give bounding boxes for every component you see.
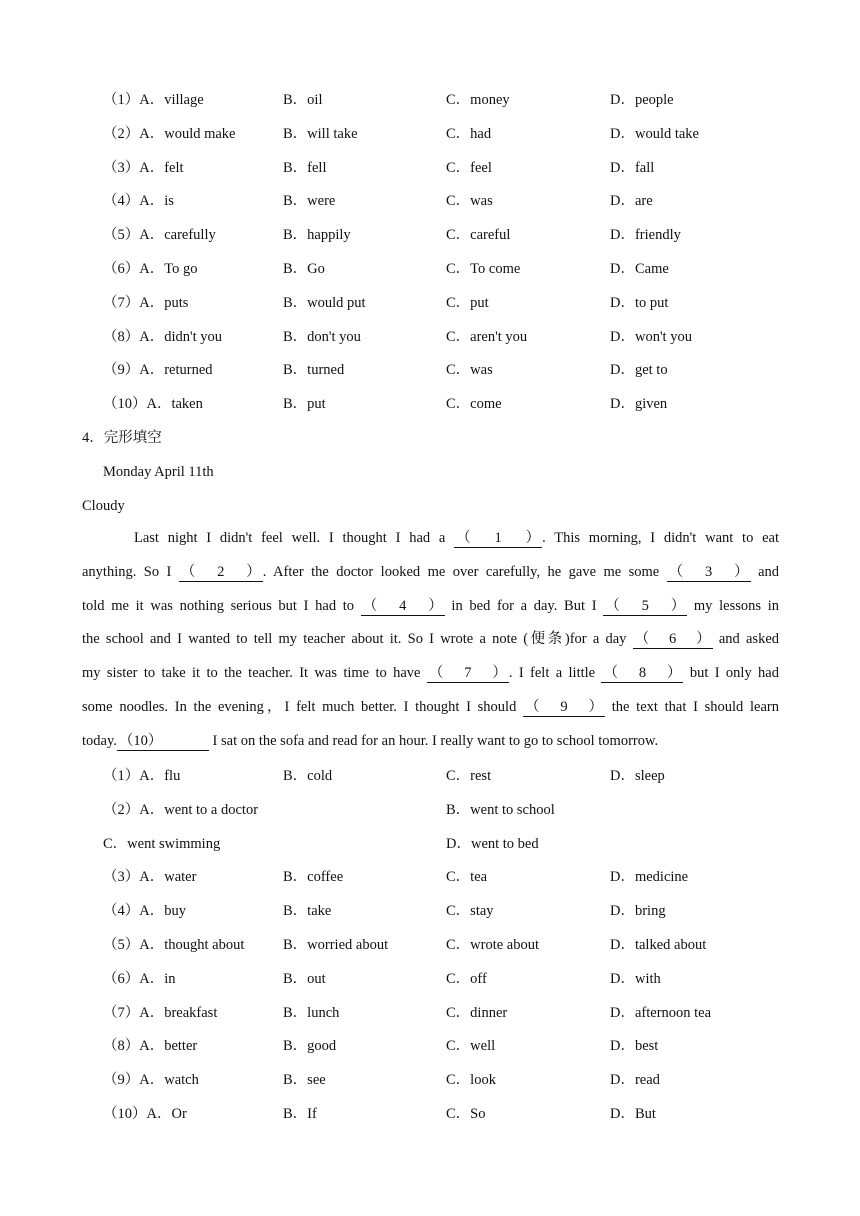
option-b: B．take — [283, 903, 332, 919]
option-b: B．good — [283, 1038, 337, 1054]
blank-6: （6） — [634, 631, 711, 648]
option-b: B．will take — [283, 126, 358, 142]
diary-weather: Cloudy — [82, 498, 125, 514]
option-label: （3）A．felt — [103, 160, 184, 176]
option-b: B．oil — [283, 92, 323, 108]
option-label: （5）A．thought about — [103, 937, 245, 953]
option-b: B．would put — [283, 295, 366, 311]
option-c: C．To come — [446, 261, 521, 277]
option-label: （8）A．better — [103, 1038, 198, 1054]
option-d: D．bring — [610, 903, 666, 919]
blank-5: （5） — [605, 597, 686, 614]
option-b: B．happily — [283, 227, 351, 243]
option-d: D．afternoon tea — [610, 1005, 712, 1021]
option-d: D．would take — [610, 126, 699, 142]
option-c: C．well — [446, 1038, 496, 1054]
option-c: C．feel — [446, 160, 492, 176]
option-label: （10）A．taken — [103, 396, 203, 412]
option-c: C．was — [446, 193, 493, 209]
option-b: B．lunch — [283, 1005, 340, 1021]
option-label: （2）A．would make — [103, 126, 236, 142]
option-c: C．come — [446, 396, 502, 412]
blank-3: （3） — [668, 563, 749, 580]
question-title: 4．完形填空 — [82, 430, 162, 446]
option-label: （4）A．buy — [103, 903, 186, 919]
passage-line: anything. So I （2） . After the doctor looked me over carefully, he gave me some （3） and — [82, 563, 780, 580]
passage-line: told me it was nothing serious but I had to （4） in bed for a day. But I （5） my lessons in — [82, 597, 779, 614]
option-d: D．fall — [610, 160, 655, 176]
option-label: （3）A．water — [103, 869, 197, 885]
option-b: B．worried about — [283, 937, 389, 953]
option-b: B．fell — [283, 160, 327, 176]
option-c: C．tea — [446, 869, 488, 885]
option-b: B．put — [283, 396, 326, 412]
option-label: （8）A．didn't you — [103, 329, 223, 345]
blank-10: （10） — [117, 732, 209, 751]
option-b: B．coffee — [283, 869, 344, 885]
option-d: D．won't you — [610, 329, 692, 345]
option-d: D．friendly — [610, 227, 681, 243]
option-label: （1）A．village — [103, 92, 204, 108]
option-d: D．Came — [610, 261, 669, 277]
option-c: C．aren't you — [446, 329, 528, 345]
option-label: （7）A．breakfast — [103, 1005, 218, 1021]
option-c: C．careful — [446, 227, 511, 243]
option-d: D．sleep — [610, 768, 665, 784]
blank-7: （7） — [428, 665, 507, 682]
option-label: （5）A．carefully — [103, 227, 216, 243]
option-d: D．read — [610, 1072, 660, 1088]
passage-line: some noodles. In the evening，I felt much better. I thought I should （9） the text that I should learn — [82, 698, 779, 715]
blank-4: （4） — [362, 597, 443, 614]
option-d: D．went to bed — [446, 836, 539, 852]
passage-line: the school and I wanted to tell my teacher about it. So I wrote a note (便条)for a day （6） and asked — [82, 631, 780, 648]
cloze-passage — [82, 522, 779, 759]
option-c: C．put — [446, 295, 489, 311]
option-c: C．went swimming — [103, 836, 221, 852]
option-c: C．wrote about — [446, 937, 540, 953]
option-c: C．off — [446, 971, 487, 987]
option-label: （2）A．went to a doctor — [103, 802, 259, 818]
passage-line: today. （10） I sat on the sofa and read for an hour. I really want to go to school tomorrow. — [82, 732, 659, 749]
option-b: B．Go — [283, 261, 325, 277]
diary-date: Monday April 11th — [103, 464, 214, 480]
passage-line: Last night I didn't feel well. I thought I had a （1） . This morning, I didn't want to eat — [134, 530, 779, 546]
option-c: C．rest — [446, 768, 492, 784]
option-d: D．But — [610, 1106, 656, 1122]
option-b: B．If — [283, 1106, 317, 1122]
blank-9: （9） — [525, 698, 604, 715]
option-label: （4）A．is — [103, 193, 174, 209]
option-label: （7）A．puts — [103, 295, 189, 311]
option-d: D．talked about — [610, 937, 707, 953]
option-d: D．get to — [610, 362, 668, 378]
passage-line: my sister to take it to the teacher. It was time to have （7） . I felt a little （8） but I only had — [82, 665, 779, 682]
option-b: B．turned — [283, 362, 345, 378]
option-c: C．was — [446, 362, 493, 378]
option-b: B．see — [283, 1072, 326, 1088]
option-label: （1）A．flu — [103, 768, 181, 784]
blank-2: （2） — [180, 563, 261, 580]
option-d: D．to put — [610, 295, 669, 311]
option-b: B．out — [283, 971, 326, 987]
option-b: B．were — [283, 193, 336, 209]
option-label: （10）A．Or — [103, 1106, 187, 1122]
option-d: D．best — [610, 1038, 659, 1054]
option-b: B．don't you — [283, 329, 361, 345]
option-c: C．dinner — [446, 1005, 508, 1021]
option-d: D．medicine — [610, 869, 689, 885]
option-d: D．people — [610, 92, 674, 108]
blank-8: （8） — [603, 665, 682, 682]
blank-1: （1） — [456, 530, 541, 546]
option-c: C．So — [446, 1106, 486, 1122]
option-c: C．look — [446, 1072, 496, 1088]
option-label: （6）A．in — [103, 971, 176, 987]
option-label: （9）A．watch — [103, 1072, 199, 1088]
option-c: C．stay — [446, 903, 494, 919]
option-label: （9）A．returned — [103, 362, 213, 378]
option-c: C．had — [446, 126, 492, 142]
option-label: （6）A．To go — [103, 261, 198, 277]
option-b: B．cold — [283, 768, 333, 784]
option-c: C．money — [446, 92, 510, 108]
option-d: D．with — [610, 971, 661, 987]
option-b: B．went to school — [446, 802, 555, 818]
option-d: D．are — [610, 193, 653, 209]
option-d: D．given — [610, 396, 668, 412]
